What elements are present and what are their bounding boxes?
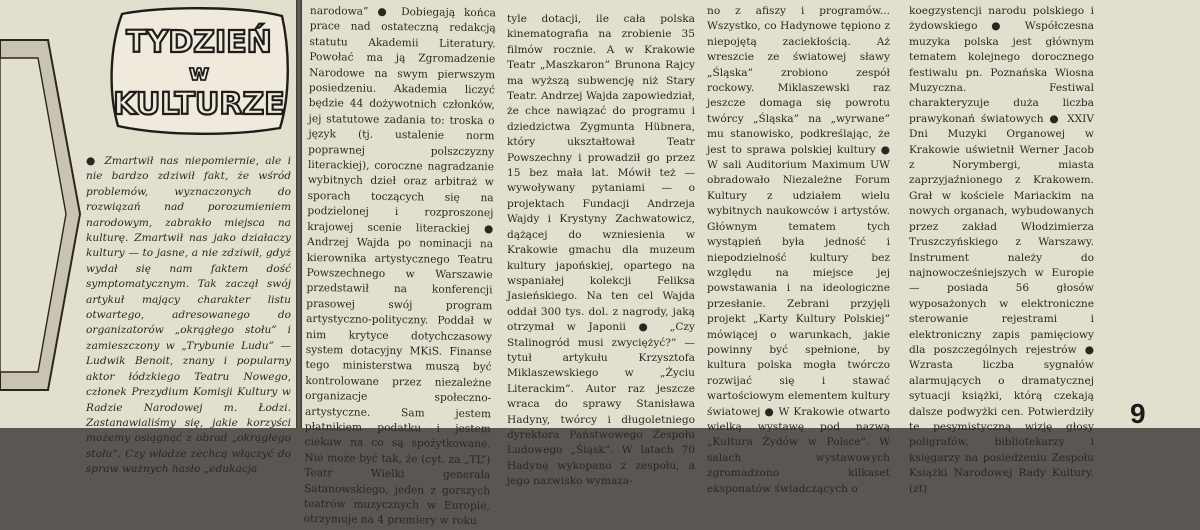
article-column-1 [303,4,496,528]
article-column-3-text: no z afiszy i programów... Wszystko, co Hadynowe tępiono z niepojętą zaciekłością. Aż wreszcie ze światowej sławy „Śląska” zrobiono zespół rockowy. Miklaszewski raz jeszcze domaga się powrotu twórcy „Śląska” na „wyrwane” mu stanowisko, podkreślając, że jest to sprawa polskiej kultury ● W sali Auditorium Maximum UW obradowało Niezależne Forum Kultury z udziałem wielu wybitnych naukowców i artystów. Głównym tematem tych wystąpień była jedność i niepodzielność kultury bez względu na miejsce jej powstawania i na ideologiczne przesłanie. Zebrani przyjęli projekt „Karty Kultury Polskiej” mówiącej o warunkach, jakie powinny być spełnione, by kultura polska mogła twórczo rozwijać się i stawać wartościowym elementem kultury światowej ● W Krakowie otwarto wielką wystawę pod nazwą „Kultura Żydów w Polsce”. W salach wystawowych zgromadzono kilkaset eksponatów świadczących o [707,5,890,495]
chevron-decoration [0,0,80,428]
page-number: 9 [1130,398,1146,429]
left-page [0,0,296,476]
intro-paragraph: ● Zmartwił nas niepomiernie, ale i nie bardzo zdziwił fakt, że wśród problemów, wyznaczonych do rozwiązań nad porozumieniem narodowym, zabrakło miejsca na kulturę. Zmartwił nas jako działaczy kultury — to jasne, a nie zdziwił, gdyż wydał się nam faktem dość symptomatycznym. Tak zaczął swój artykuł mający charakter listu otwartego, adresowanego do organizatorów „okrągłego stołu” i zamieszczony w „Trybunie Ludu” — Ludwik Benoit, znany i popularny aktor łódzkiego Teatru Nowego, członek Prezydium Komisji Kultury w Radzie Narodowej m. Łodzi. Zastanawialiśmy się, jakie korzyści możemy osiągnąć z obrad „okrągłego stołu”. Czy władze zechcą włączyć do spraw ważnych hasło „edukacja [86,155,291,476]
logo-line-3: KULTURZE [113,87,285,122]
right-page [302,0,1200,528]
logo-line-2: w [188,61,210,86]
logo-line-1: TYDZIEŃ [126,25,272,60]
article-column-3 [707,4,890,495]
article-column-2-text: tyle dotacji, ile cała polska kinematografia na zrobienie 35 filmów rocznie. A w Krakowie Teatr „Maszkaron” Brunona Rajcy ma wyższą subwencję niż Stary Teatr. Andrzej Wajda zapowiedział, że chce nawiązać do programu i dziedzictwa Zygmunta Hübnera, który ukształtował Teatr Powszechny i prowadził go przez 15 bez mała lat. Mówił też — wywoływany pytaniami — o projektach Fundacji Andrzeja Wajdy i Krystyny Zachwatowicz, dążącej do wzniesienia w Krakowie gmachu dla muzeum kultury japońskiej, opartego na wspaniałej kolekcji Feliksa Jasieńskiego. Na ten cel Wajda oddał 300 tys. dol. z nagrody, jaką otrzymał w Japonii ● „Czy Stalinogród musi zwyciężyć?” — tytuł artykułu Krzysztofa Miklaszewskiego w „Życiu Literackim”. Autor raz jeszcze wraca do sprawy Stanisława Hadyny, twórcy i długoletniego dyrektora Państwowego Zespołu Ludowego „Śląsk”. W latach 70 Hadynę wykopano z zespołu, a jego nazwisko wymaza- [507,13,695,488]
article-column-4 [909,4,1094,495]
section-logo [104,6,294,136]
intro-column [86,154,291,476]
article-column-1-text: narodowa” ● Dobiegają końca prace nad ostateczną redakcją statutu Akademii Literatury. Powołać ma ją Zgromadzenie Narodowe na swym pierwszym posiedzeniu. Akademia liczyć będzie 44 dożywotnich członków, jej statutowe zadania to: troska o język (tj. ustalenie norm poprawnej polszczyzny literackiej), coroczne nagradzanie wybitnych dzieł oraz arbitraż w sporach toczących się na podzielonej i rozproszonej krajowej scenie literackiej ● Andrzej Wajda po nominacji na kierownika artystycznego Teatru Powszechnego w Warszawie przedstawił na konferencji prasowej swój program artystyczno-polityczny. Poddał w nim krytyce dotychczasowy system dotacyjny MKiS. Finanse tego ministerstwa muszą być kontrolowane przez niezależne organizacje społeczno-artystyczne. Sam jestem płatnikiem podatku i jestem ciekaw na co są spożytkowane. Nie może być tak, że (cyt. za „TL”) Teatr Wielki generała Satanowskiego, jeden z gorszych teatrów muzycznych w Europie, otrzymuje na 4 premiery w roku [303,4,496,528]
article-column-4-text: koegzystencji narodu polskiego i żydowskiego ● Współczesna muzyka polska jest głównym tematem kolejnego dorocznego festiwalu pn. Poznańska Wiosna Muzyczna. Festiwal charakteryzuje duża liczba prawykonań światowych ● XXIV Dni Muzyki Organowej w Krakowie uświetnił Werner Jacob z Norymbergi, miasta zaprzyjaźnionego z Krakowem. Grał w kościele Mariackim na nowych organach, wybudowanych przez zakład Włodzimierza Truszczyńskiego z Warszawy. Instrument należy do najnowocześniejszych w Europie — posiada 56 głosów wyposażonych w elektroniczne sterowanie rejestrami i elektroniczny zapis pamięciowy dla poszczególnych rejestrów ● Wzrasta liczba sygnałów alarmujących o dramatycznej sytuacji książki, którą czekają dalsze podwyżki cen. Potwierdziły te pesymistyczną wizję głosy poligrafów, bibliotekarzy i księgarzy na posiedzeniu Zespołu Książki Narodowej Rady Kultury. (zt) [909,5,1094,495]
article-column-2 [507,12,695,488]
